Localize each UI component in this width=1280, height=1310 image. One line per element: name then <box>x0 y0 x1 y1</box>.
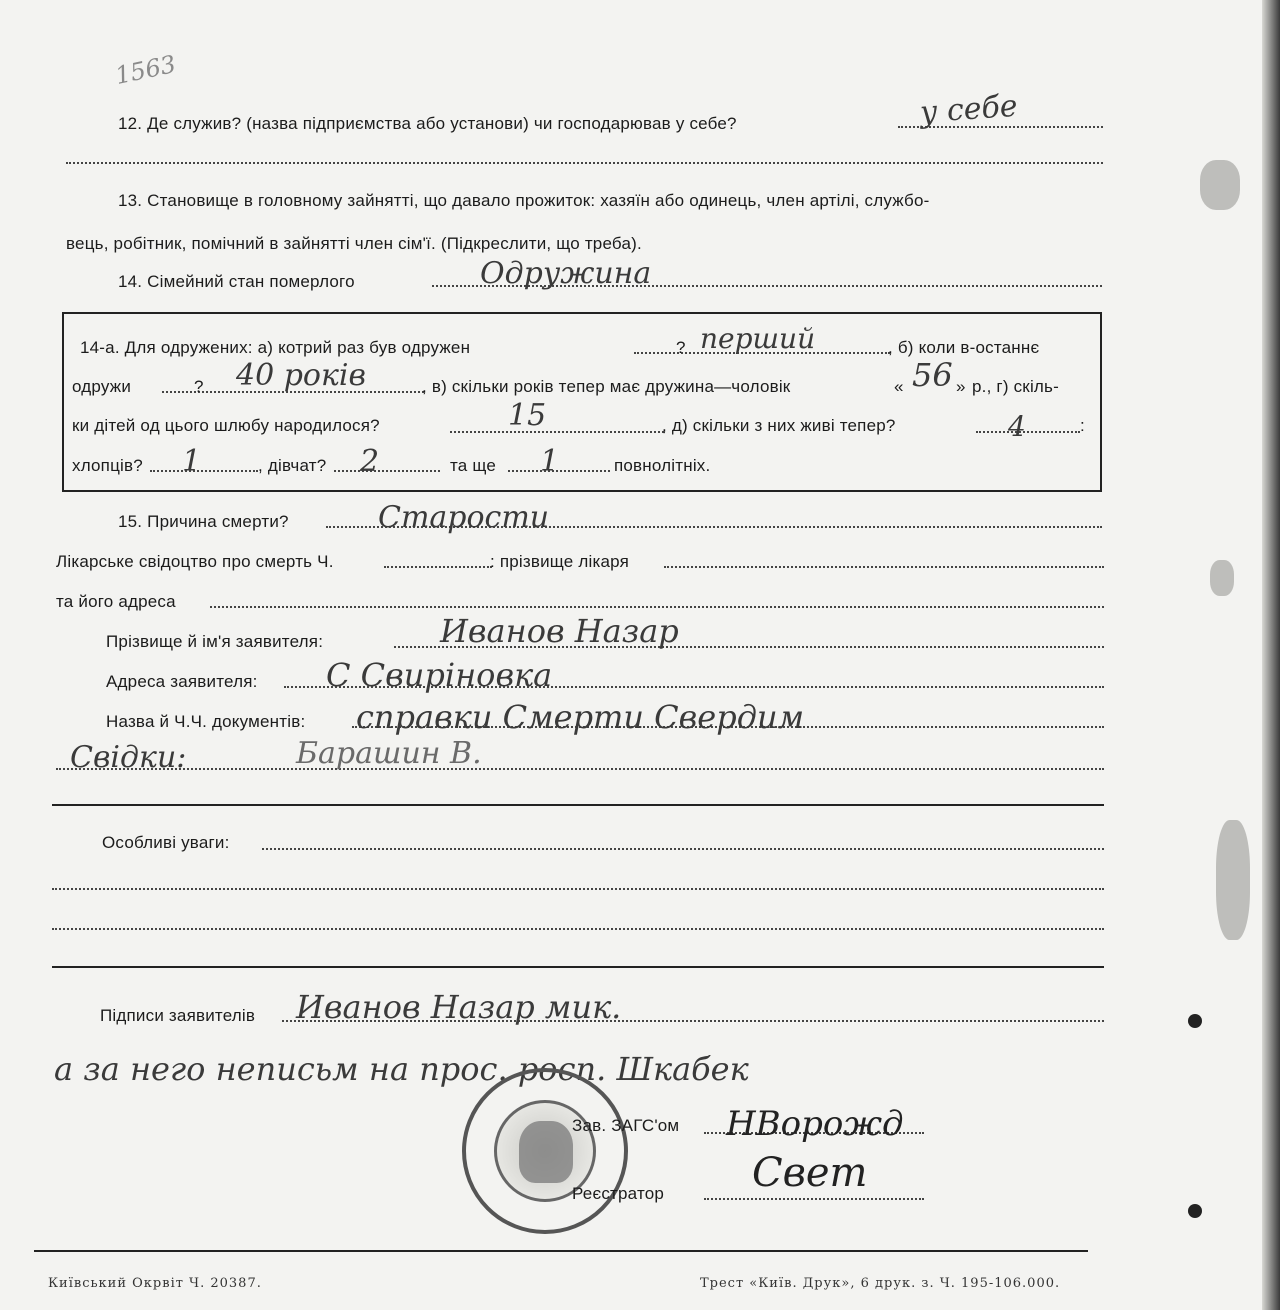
q14a-alive-answer: 4 <box>1008 410 1026 443</box>
binding-hole-1 <box>1188 1014 1202 1028</box>
q14a-times-married-answer: перший <box>700 322 816 355</box>
q14a-quote-close: » <box>956 377 966 396</box>
q12-answer: у себе <box>918 88 1019 131</box>
footer-right: Трест «Київ. Друк», 6 друк. з. Ч. 195-106.000. <box>700 1276 1061 1291</box>
q14a-last-married-q: ? <box>194 377 204 396</box>
q14a-children-line <box>450 431 664 433</box>
q14a-girls-line <box>334 470 440 472</box>
q14a-boys-answer: 1 <box>182 444 202 479</box>
footer-left: Київський Окрвіт Ч. 20387. <box>48 1276 262 1291</box>
q14a-line1-end: , б) коли в-останнє <box>888 338 1040 357</box>
witnesses-line <box>56 768 1104 770</box>
doctor-certificate-label: Лікарське свідоцтво про смерть Ч. <box>56 552 334 571</box>
q14a-children-text: ки дітей од цього шлюбу народилося? <box>72 416 380 435</box>
zags-head-label: Зав. ЗАГС'ом <box>572 1116 680 1135</box>
notes-label: Особливі уваги: <box>102 833 230 852</box>
zags-head-signature: НВорожд <box>726 1104 904 1144</box>
archive-number-note: 1563 <box>112 49 179 91</box>
q14a-line1-text: 14-а. Для одружених: а) котрий раз був одружен <box>80 338 471 357</box>
registrar-label: Реєстратор <box>572 1184 665 1203</box>
q14a-line2-text: одружи <box>72 377 132 396</box>
q14a-adult-label: повнолітніх. <box>614 456 711 475</box>
q15-answer: Старости <box>378 500 550 535</box>
doctor-address-label: та його адреса <box>56 592 176 611</box>
q14a-alive-line <box>976 431 1080 433</box>
witnesses-label: Свідки: <box>70 740 187 775</box>
section-divider-2 <box>52 966 1104 968</box>
official-seal <box>462 1068 628 1234</box>
q14a-girls-label: , дівчат? <box>258 456 327 475</box>
q14a-spouse-age-answer: 56 <box>912 356 953 394</box>
q14a-quote-open: « <box>894 377 904 396</box>
doctor-certificate-line <box>384 566 492 568</box>
page-smudge-2 <box>1216 820 1250 940</box>
binding-hole-2 <box>1188 1204 1202 1218</box>
q14a-last-married-answer: 40 років <box>236 358 366 393</box>
q14a-boys-label: хлопців? <box>72 456 143 475</box>
seal-emblem-icon <box>519 1121 573 1183</box>
signatures-label: Підписи заявителів <box>100 1006 256 1025</box>
notes-line-2 <box>52 888 1104 890</box>
notes-line-3 <box>52 928 1104 930</box>
doctor-name-line <box>664 566 1104 568</box>
q14a-girls-answer: 2 <box>360 444 380 479</box>
q14-label: 14. Сімейний стан померлого <box>118 272 355 291</box>
applicant-name-label: Прізвище й ім'я заявителя: <box>106 632 324 651</box>
q14a-alive-text: , д) скільки з них живі тепер? <box>662 416 896 435</box>
q14a-times-married-q: ? <box>676 338 686 357</box>
q14a-line2-end: р., г) скіль- <box>972 377 1059 396</box>
q12-label: 12. Де служив? (назва підприємства або установи) чи господарював у себе? <box>118 114 737 133</box>
q14a-boys-line <box>150 470 258 472</box>
q14a-more-label: та ще <box>450 456 497 475</box>
registrar-signature: Свет <box>752 1150 868 1196</box>
applicant-name-value: Иванов Назар <box>440 612 679 650</box>
page-edge-shadow <box>1262 0 1280 1310</box>
q14a-more-answer: 1 <box>540 444 560 479</box>
applicant-address-label: Адреса заявителя: <box>106 672 258 691</box>
signatures-proxy-note: а за него неписьм на прос. росп. Шкабек <box>54 1050 749 1088</box>
witnesses-value: Барашин В. <box>296 736 482 771</box>
documents-value: справки Смерти Свердим <box>356 698 805 736</box>
applicant-address-value: С Свиріновка <box>326 656 553 694</box>
q14a-children-answer: 15 <box>508 398 547 433</box>
registrar-line <box>704 1198 924 1200</box>
q13-line1: 13. Становище в головному зайнятті, що давало прожиток: хазяїн або одинець, член артілі, службо- <box>118 191 930 210</box>
doctor-name-label: : прізвище лікаря <box>490 552 630 571</box>
doctor-address-line <box>210 606 1104 608</box>
q13-line2: вець, робітник, помічний в зайнятті член сім'ї. (Підкреслити, що треба). <box>66 234 642 253</box>
signatures-value: Иванов Назар мик. <box>296 988 622 1026</box>
page-smudge-1 <box>1200 160 1240 210</box>
q14a-spouse-age-text: , в) скільки років тепер має дружина—чоловік <box>422 377 791 396</box>
q14-answer: Одружина <box>480 256 652 291</box>
bottom-rule <box>34 1250 1088 1252</box>
page-smudge-3 <box>1210 560 1234 596</box>
notes-line-1 <box>262 848 1104 850</box>
q14a-colon: : <box>1080 416 1085 435</box>
q15-label: 15. Причина смерти? <box>118 512 289 531</box>
section-divider-1 <box>52 804 1104 806</box>
q12-continuation-line <box>66 162 1103 164</box>
documents-label: Назва й Ч.Ч. документів: <box>106 712 306 731</box>
